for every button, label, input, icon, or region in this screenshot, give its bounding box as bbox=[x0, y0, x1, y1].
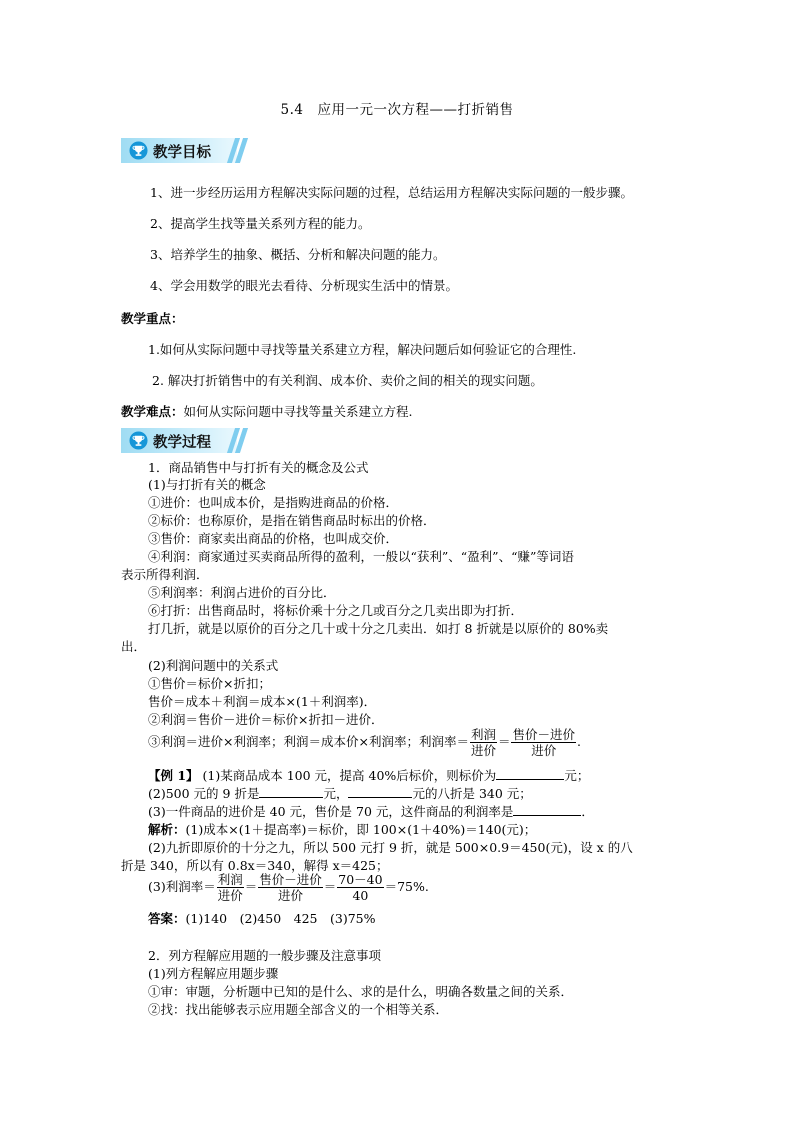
profit-rate-formula: ③利润＝进价×利润率；利润＝成本价×利润率；利润率＝ $\frac{\text{利润}}{\text{进价}}$ ＝ $\frac{\text{售价－进价}}{\text{进价}}$ . bbox=[148, 727, 581, 758]
fraction: $\frac{\text{售价－进价}}{\text{进价}}$ bbox=[512, 727, 575, 758]
process-line: 打几折，就是以原价的百分之几十或十分之几卖出．如打 8 折就是以原价的 80%卖 bbox=[148, 621, 609, 636]
answer-line: 答案：(1)140 (2)450 425 (3)75% bbox=[148, 911, 376, 926]
goal-item: 1、进一步经历运用方程解决实际问题的过程，总结运用方程解决实际问题的一般步骤。 bbox=[150, 185, 633, 200]
process-line: ①售价＝标价×折扣； bbox=[148, 676, 271, 691]
answer-blank bbox=[496, 779, 564, 780]
process-line: (2)利润问题中的关系式 bbox=[148, 658, 279, 673]
process-line: ①进价：也叫成本价，是指购进商品的价格． bbox=[148, 495, 399, 510]
page-title: 5.4 应用一元一次方程——打折销售 bbox=[280, 102, 514, 118]
steps-line: (1)列方程解应用题步骤 bbox=[148, 966, 279, 981]
answer-blank bbox=[259, 797, 323, 798]
steps-line: ①审：审题，分析题中已知的是什么、求的是什么，明确各数量之间的关系． bbox=[148, 984, 574, 999]
answer-blank bbox=[348, 797, 412, 798]
section-label: 教学过程 bbox=[153, 435, 211, 451]
process-line: 表示所得利润． bbox=[121, 567, 209, 582]
fraction: $\frac{70-40}{40}$ bbox=[338, 872, 383, 903]
example-q3: (3)一件商品的进价是 40 元，售价是 70 元，这件商品的利润率是 ． bbox=[148, 804, 594, 819]
goal-item: 2、提高学生找等量关系列方程的能力。 bbox=[150, 216, 371, 231]
process-line: 售价＝成本＋利润＝成本×(1＋利润率)． bbox=[148, 694, 377, 709]
fraction: $\frac{\text{利润}}{\text{进价}}$ bbox=[217, 872, 243, 903]
difficulty-heading: 教学难点： bbox=[121, 404, 184, 419]
example-tag: 【例 1】 bbox=[148, 768, 199, 783]
section-banner-goals bbox=[121, 138, 245, 163]
section-label: 教学目标 bbox=[153, 145, 211, 161]
trophy-icon bbox=[129, 141, 148, 160]
answer-label: 答案： bbox=[148, 911, 186, 926]
solution-line: 解析：(1)成本×(1＋提高率)＝标价，即 100×(1＋40%)＝140(元)； bbox=[148, 822, 537, 837]
section-banner-process bbox=[121, 428, 245, 453]
formula-text: ③利润＝进价×利润率；利润＝成本价×利润率；利润率＝ bbox=[148, 734, 469, 749]
keypoint-item: 1.如何从实际问题中寻找等量关系建立方程，解决问题后如何验证它的合理性. bbox=[148, 342, 577, 357]
example-q2: (2)500 元的 9 折是 元， 元的八折是 340 元； bbox=[148, 786, 532, 801]
trophy-icon bbox=[129, 431, 148, 450]
goal-item: 4、学会用数学的眼光去看待、分析现实生活中的情景。 bbox=[150, 278, 458, 293]
keypoint-item: 2. 解决打折销售中的有关利润、成本价、卖价之间的相关的现实问题。 bbox=[152, 373, 543, 388]
keypoints-heading: 教学重点： bbox=[121, 311, 184, 326]
difficulty-line bbox=[121, 402, 413, 420]
solution-label: 解析： bbox=[148, 822, 186, 837]
process-line: ③售价：商家卖出商品的价格，也叫成交价． bbox=[148, 531, 399, 546]
process-line: (1)与打折有关的概念 bbox=[148, 477, 266, 492]
process-line: ②标价：也称原价，是指在销售商品时标出的价格． bbox=[148, 513, 436, 528]
answer-blank bbox=[513, 815, 581, 816]
process-line: ②利润＝售价－进价＝标价×折扣－进价． bbox=[148, 712, 384, 727]
steps-line: ②找：找出能够表示应用题全部含义的一个相等关系． bbox=[148, 1002, 449, 1017]
process-line: ⑤利润率：利润占进价的百分比． bbox=[148, 585, 336, 600]
fraction: $\frac{\text{售价－进价}}{\text{进价}}$ bbox=[259, 872, 322, 903]
process-line: 1．商品销售中与打折有关的概念及公式 bbox=[148, 460, 369, 475]
process-line: ④利润：商家通过买卖商品所得的盈利，一般以“获利”、“盈利”、“赚”等词语 bbox=[148, 549, 574, 564]
process-line: ⑥打折：出售商品时，将标价乘十分之几或百分之几卖出即为打折． bbox=[148, 603, 524, 618]
difficulty-text: 如何从实际问题中寻找等量关系建立方程. bbox=[183, 404, 413, 419]
goal-item: 3、培养学生的抽象、概括、分析和解决问题的能力。 bbox=[150, 247, 446, 262]
solution-line: (2)九折即原价的十分之九，所以 500 元打 9 折，就是 500×0.9＝450(元)，设 x 的八 bbox=[148, 840, 633, 855]
process-line: 出． bbox=[121, 639, 147, 654]
solution-fraction-line: (3)利润率＝ $\frac{\text{利润}}{\text{进价}}$ ＝ $\frac{\text{售价－进价}}{\text{进价}}$ ＝ $\frac{70-40}{40}$ ＝75%. bbox=[148, 872, 429, 903]
steps-line: 2．列方程解应用题的一般步骤及注意事项 bbox=[148, 948, 381, 963]
example-q1: 【例 1】 (1)某商品成本 100 元，提高 40%后标价，则标价为 元； bbox=[148, 768, 590, 783]
fraction: $\frac{\text{利润}}{\text{进价}}$ bbox=[470, 727, 496, 758]
solution-line: 折是 340，所以有 0.8x＝340，解得 x＝425； bbox=[121, 858, 389, 873]
